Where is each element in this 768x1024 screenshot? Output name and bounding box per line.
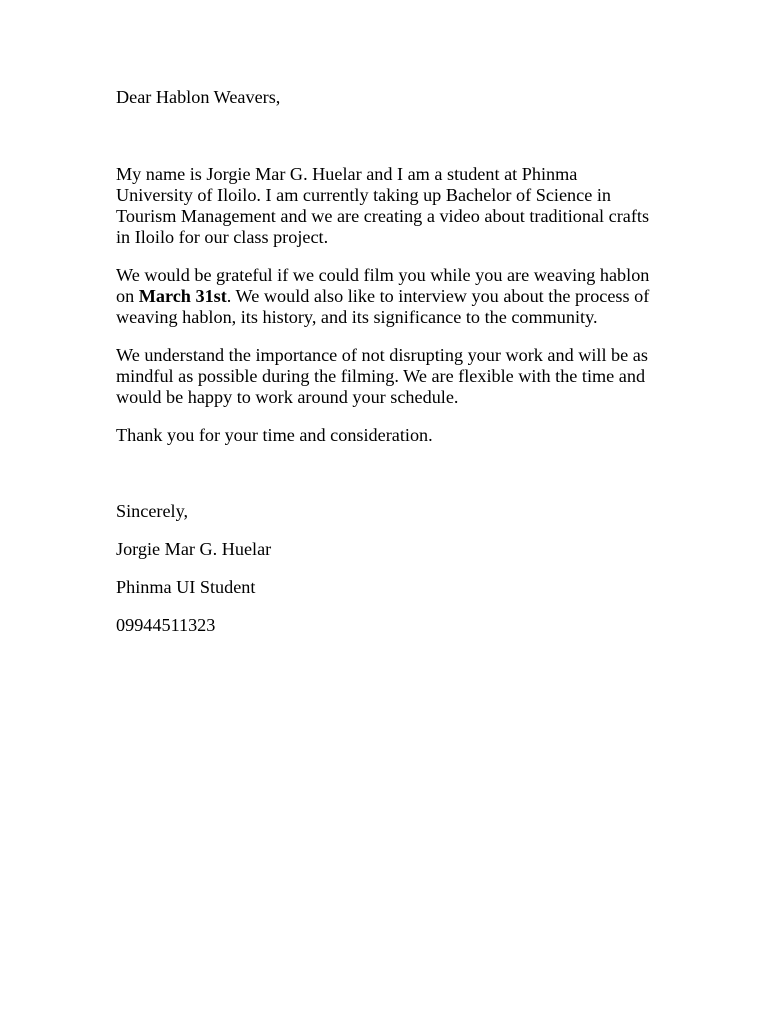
paragraph-assurance: We understand the importance of not disrupting your work and will be as mindful as possible during the filming. We are flexible with the time and would be happy to work around your schedule. [116,345,648,407]
letter-body [116,87,656,653]
paragraph-request-text-end: . We would also like to interview you about the process of weaving hablon, its history, and its significance to the community. [116,286,650,327]
paragraph-introduction: My name is Jorgie Mar G. Huelar and I am a student at Phinma University of Iloilo. I am currently taking up Bachelor of Science in Tourism Management and we are creating a video about traditional crafts in Iloilo for our class project. [116,164,650,247]
paragraph-request [116,265,656,328]
closing: Sincerely, [116,501,189,521]
filming-date: March 31st [138,286,227,306]
paragraph-thanks: Thank you for your time and consideration. [116,425,433,445]
salutation: Dear Hablon Weavers, [116,87,281,107]
signature-name: Jorgie Mar G. Huelar [116,539,272,559]
signature-phone: 09944511323 [116,615,216,635]
paragraph-request-text-start: We would be grateful if we could film you while you are weaving hablon on [116,265,650,306]
signature-title: Phinma UI Student [116,577,256,597]
